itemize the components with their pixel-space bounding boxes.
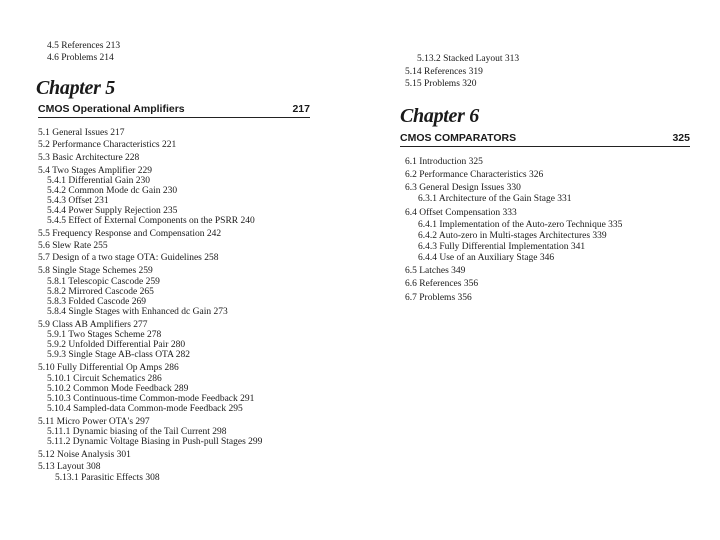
toc-entry: 5.10.2 Common Mode Feedback 289 (47, 384, 189, 394)
toc-entry: 5.10.3 Continuous-time Common-mode Feedback 291 (47, 394, 255, 404)
toc-entry: 6.7 Problems 356 (405, 293, 472, 303)
chapter-subtitle-row (400, 132, 690, 144)
toc-entry: 5.4.1 Differential Gain 230 (47, 176, 150, 186)
toc-entry: 5.5 Frequency Response and Compensation 242 (38, 229, 222, 239)
chapter-subtitle: CMOS COMPARATORS (400, 132, 517, 144)
toc-entry: 4.6 Problems 214 (47, 53, 114, 63)
toc-entry: 5.8.2 Mirrored Cascode 265 (47, 287, 154, 297)
chapter-page: 325 (672, 132, 690, 144)
toc-entry: 5.4.3 Offset 231 (47, 196, 109, 206)
chapter-rule (400, 146, 690, 147)
toc-entry: 5.9.2 Unfolded Differential Pair 280 (47, 340, 186, 350)
toc-entry: 5.11.1 Dynamic biasing of the Tail Current 298 (47, 427, 227, 437)
chapter-page: 217 (292, 103, 310, 115)
toc-entry: 5.8.1 Telescopic Cascode 259 (47, 277, 160, 287)
toc-entry: 5.9.3 Single Stage AB-class OTA 282 (47, 350, 191, 360)
chapter-subtitle: CMOS Operational Amplifiers (38, 103, 185, 115)
chapter-title: Chapter 6 (400, 105, 479, 127)
toc-entry: 6.4.1 Implementation of the Auto-zero Technique 335 (418, 220, 623, 230)
toc-entry: 6.3 General Design Issues 330 (405, 183, 521, 193)
toc-entry: 5.12 Noise Analysis 301 (38, 450, 131, 460)
toc-entry: 5.11.2 Dynamic Voltage Biasing in Push-pull Stages 299 (47, 437, 263, 447)
chapter-rule (38, 117, 310, 118)
toc-entry: 6.4.2 Auto-zero in Multi-stages Architectures 339 (418, 231, 607, 241)
toc-entry: 6.6 References 356 (405, 279, 479, 289)
toc-entry: 6.4.4 Use of an Auxiliary Stage 346 (418, 253, 555, 263)
toc-entry: 5.8 Single Stage Schemes 259 (38, 266, 153, 276)
toc-entry: 5.4.4 Power Supply Rejection 235 (47, 206, 178, 216)
toc-entry: 5.8.3 Folded Cascode 269 (47, 297, 146, 307)
toc-entry: 5.10 Fully Differential Op Amps 286 (38, 363, 179, 373)
toc-entry: 6.5 Latches 349 (405, 266, 466, 276)
toc-entry: 5.10.1 Circuit Schematics 286 (47, 374, 162, 384)
toc-entry: 5.9.1 Two Stages Scheme 278 (47, 330, 162, 340)
toc-entry: 6.3.1 Architecture of the Gain Stage 331 (418, 194, 572, 204)
toc-entry: 5.4.2 Common Mode dc Gain 230 (47, 186, 178, 196)
toc-entry: 4.5 References 213 (47, 41, 121, 51)
chapter-subtitle-row (38, 103, 310, 115)
toc-entry: 5.11 Micro Power OTA's 297 (38, 417, 150, 427)
toc-entry: 5.13 Layout 308 (38, 462, 101, 472)
toc-entry: 5.13.2 Stacked Layout 313 (417, 54, 520, 64)
toc-entry: 6.2 Performance Characteristics 326 (405, 170, 544, 180)
toc-entry: 5.15 Problems 320 (405, 79, 477, 89)
toc-entry: 6.4 Offset Compensation 333 (405, 208, 517, 218)
toc-entry: 5.4.5 Effect of External Components on the PSRR 240 (47, 216, 255, 226)
toc-entry: 5.8.4 Single Stages with Enhanced dc Gain 273 (47, 307, 228, 317)
toc-entry: 6.4.3 Fully Differential Implementation 341 (418, 242, 586, 252)
toc-entry: 5.4 Two Stages Amplifier 229 (38, 166, 152, 176)
toc-entry: 5.14 References 319 (405, 67, 483, 77)
chapter-title: Chapter 5 (36, 77, 115, 99)
toc-entry: 5.1 General Issues 217 (38, 128, 125, 138)
toc-entry: 5.2 Performance Characteristics 221 (38, 140, 177, 150)
toc-entry: 5.7 Design of a two stage OTA: Guidelines 258 (38, 253, 219, 263)
toc-entry: 5.13.1 Parasitic Effects 308 (55, 473, 160, 483)
toc-entry: 5.3 Basic Architecture 228 (38, 153, 140, 163)
toc-entry: 5.9 Class AB Amplifiers 277 (38, 320, 148, 330)
toc-entry: 6.1 Introduction 325 (405, 157, 483, 167)
toc-entry: 5.10.4 Sampled-data Common-mode Feedback 295 (47, 404, 243, 414)
toc-entry: 5.6 Slew Rate 255 (38, 241, 108, 251)
